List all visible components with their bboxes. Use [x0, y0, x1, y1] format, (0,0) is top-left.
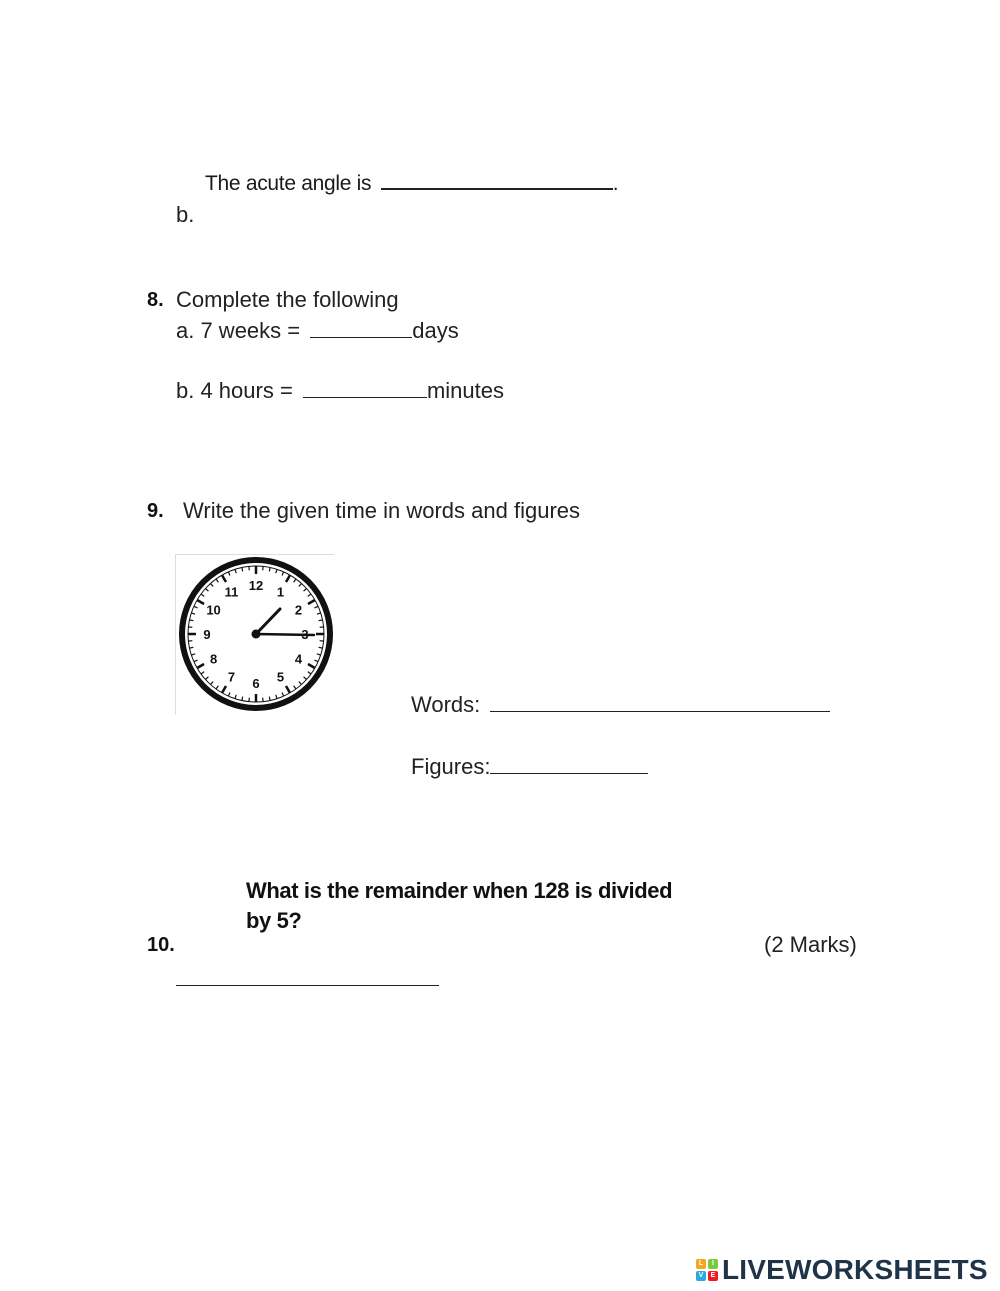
liveworksheets-logo [696, 1254, 988, 1286]
clock-tick [319, 620, 323, 621]
clock-number: 1 [276, 584, 285, 600]
clock-face [176, 555, 334, 715]
logo-icon-letter: E [708, 1271, 718, 1281]
clock-number: 4 [294, 651, 303, 667]
q8-part-b-right: minutes [426, 378, 504, 403]
q7-scanned-line [205, 170, 618, 196]
clock-minute-hand [256, 634, 314, 635]
q9-instruction: Write the given time in words and figures [183, 498, 580, 523]
q8-instruction: Complete the following [176, 287, 399, 312]
logo-icon-letter: V [696, 1271, 706, 1281]
clock-number: 8 [209, 651, 218, 667]
clock-number: 10 [206, 602, 221, 618]
q10-marks: (2 Marks) [764, 932, 857, 957]
q10-question-line2: by 5? [246, 908, 302, 933]
q9-words-blank[interactable] [490, 693, 830, 712]
logo-icon-letter: I [708, 1259, 718, 1269]
clock-number: 9 [203, 627, 211, 642]
clock-tick [269, 697, 270, 701]
q8-part-a-blank[interactable] [310, 319, 412, 338]
q9-figures-blank[interactable] [490, 755, 648, 774]
q9-figures-row [411, 754, 648, 780]
q7-scanned-text: The acute angle is [205, 172, 372, 195]
logo-icon-letter: L [696, 1259, 706, 1269]
clock-center [252, 630, 261, 639]
clock-tick [242, 697, 243, 701]
q7-answer-blank[interactable] [381, 170, 613, 190]
q9-number: 9. [147, 500, 164, 522]
logo-text: LIVEWORKSHEETS [722, 1254, 988, 1285]
q10-answer-blank[interactable] [176, 967, 439, 986]
clock-number: 7 [227, 669, 236, 685]
clock-number: 12 [248, 578, 264, 593]
q8-part-a [176, 318, 459, 344]
q7-period: . [612, 172, 619, 195]
clock-tick [319, 647, 323, 648]
q8-part-b [176, 378, 504, 404]
q7-part-b-label: b. [176, 202, 195, 227]
q9-words-label: Words: [411, 692, 481, 717]
logo-icon [696, 1259, 718, 1281]
clock-number: 11 [224, 584, 239, 600]
q10-question-line1: What is the remainder when 128 is divided [246, 878, 673, 903]
q8-part-b-blank[interactable] [303, 379, 427, 398]
clock-tick [242, 567, 243, 571]
q8-part-b-left: b. 4 hours = [176, 378, 293, 403]
clock-image [175, 554, 334, 715]
clock-number: 2 [294, 602, 303, 618]
q8-part-a-left: a. 7 weeks = [176, 318, 301, 343]
q8-number: 8. [147, 289, 164, 311]
q8-part-a-right: days [412, 318, 459, 343]
clock-tick [269, 567, 270, 571]
clock-number: 6 [252, 676, 260, 691]
q10-question [246, 876, 672, 936]
q9-figures-label: Figures: [411, 754, 491, 779]
clock-tick [189, 647, 193, 648]
clock-number: 5 [276, 669, 285, 685]
clock-tick [189, 620, 193, 621]
q10-number: 10. [147, 934, 175, 956]
q9-words-row [411, 692, 830, 718]
